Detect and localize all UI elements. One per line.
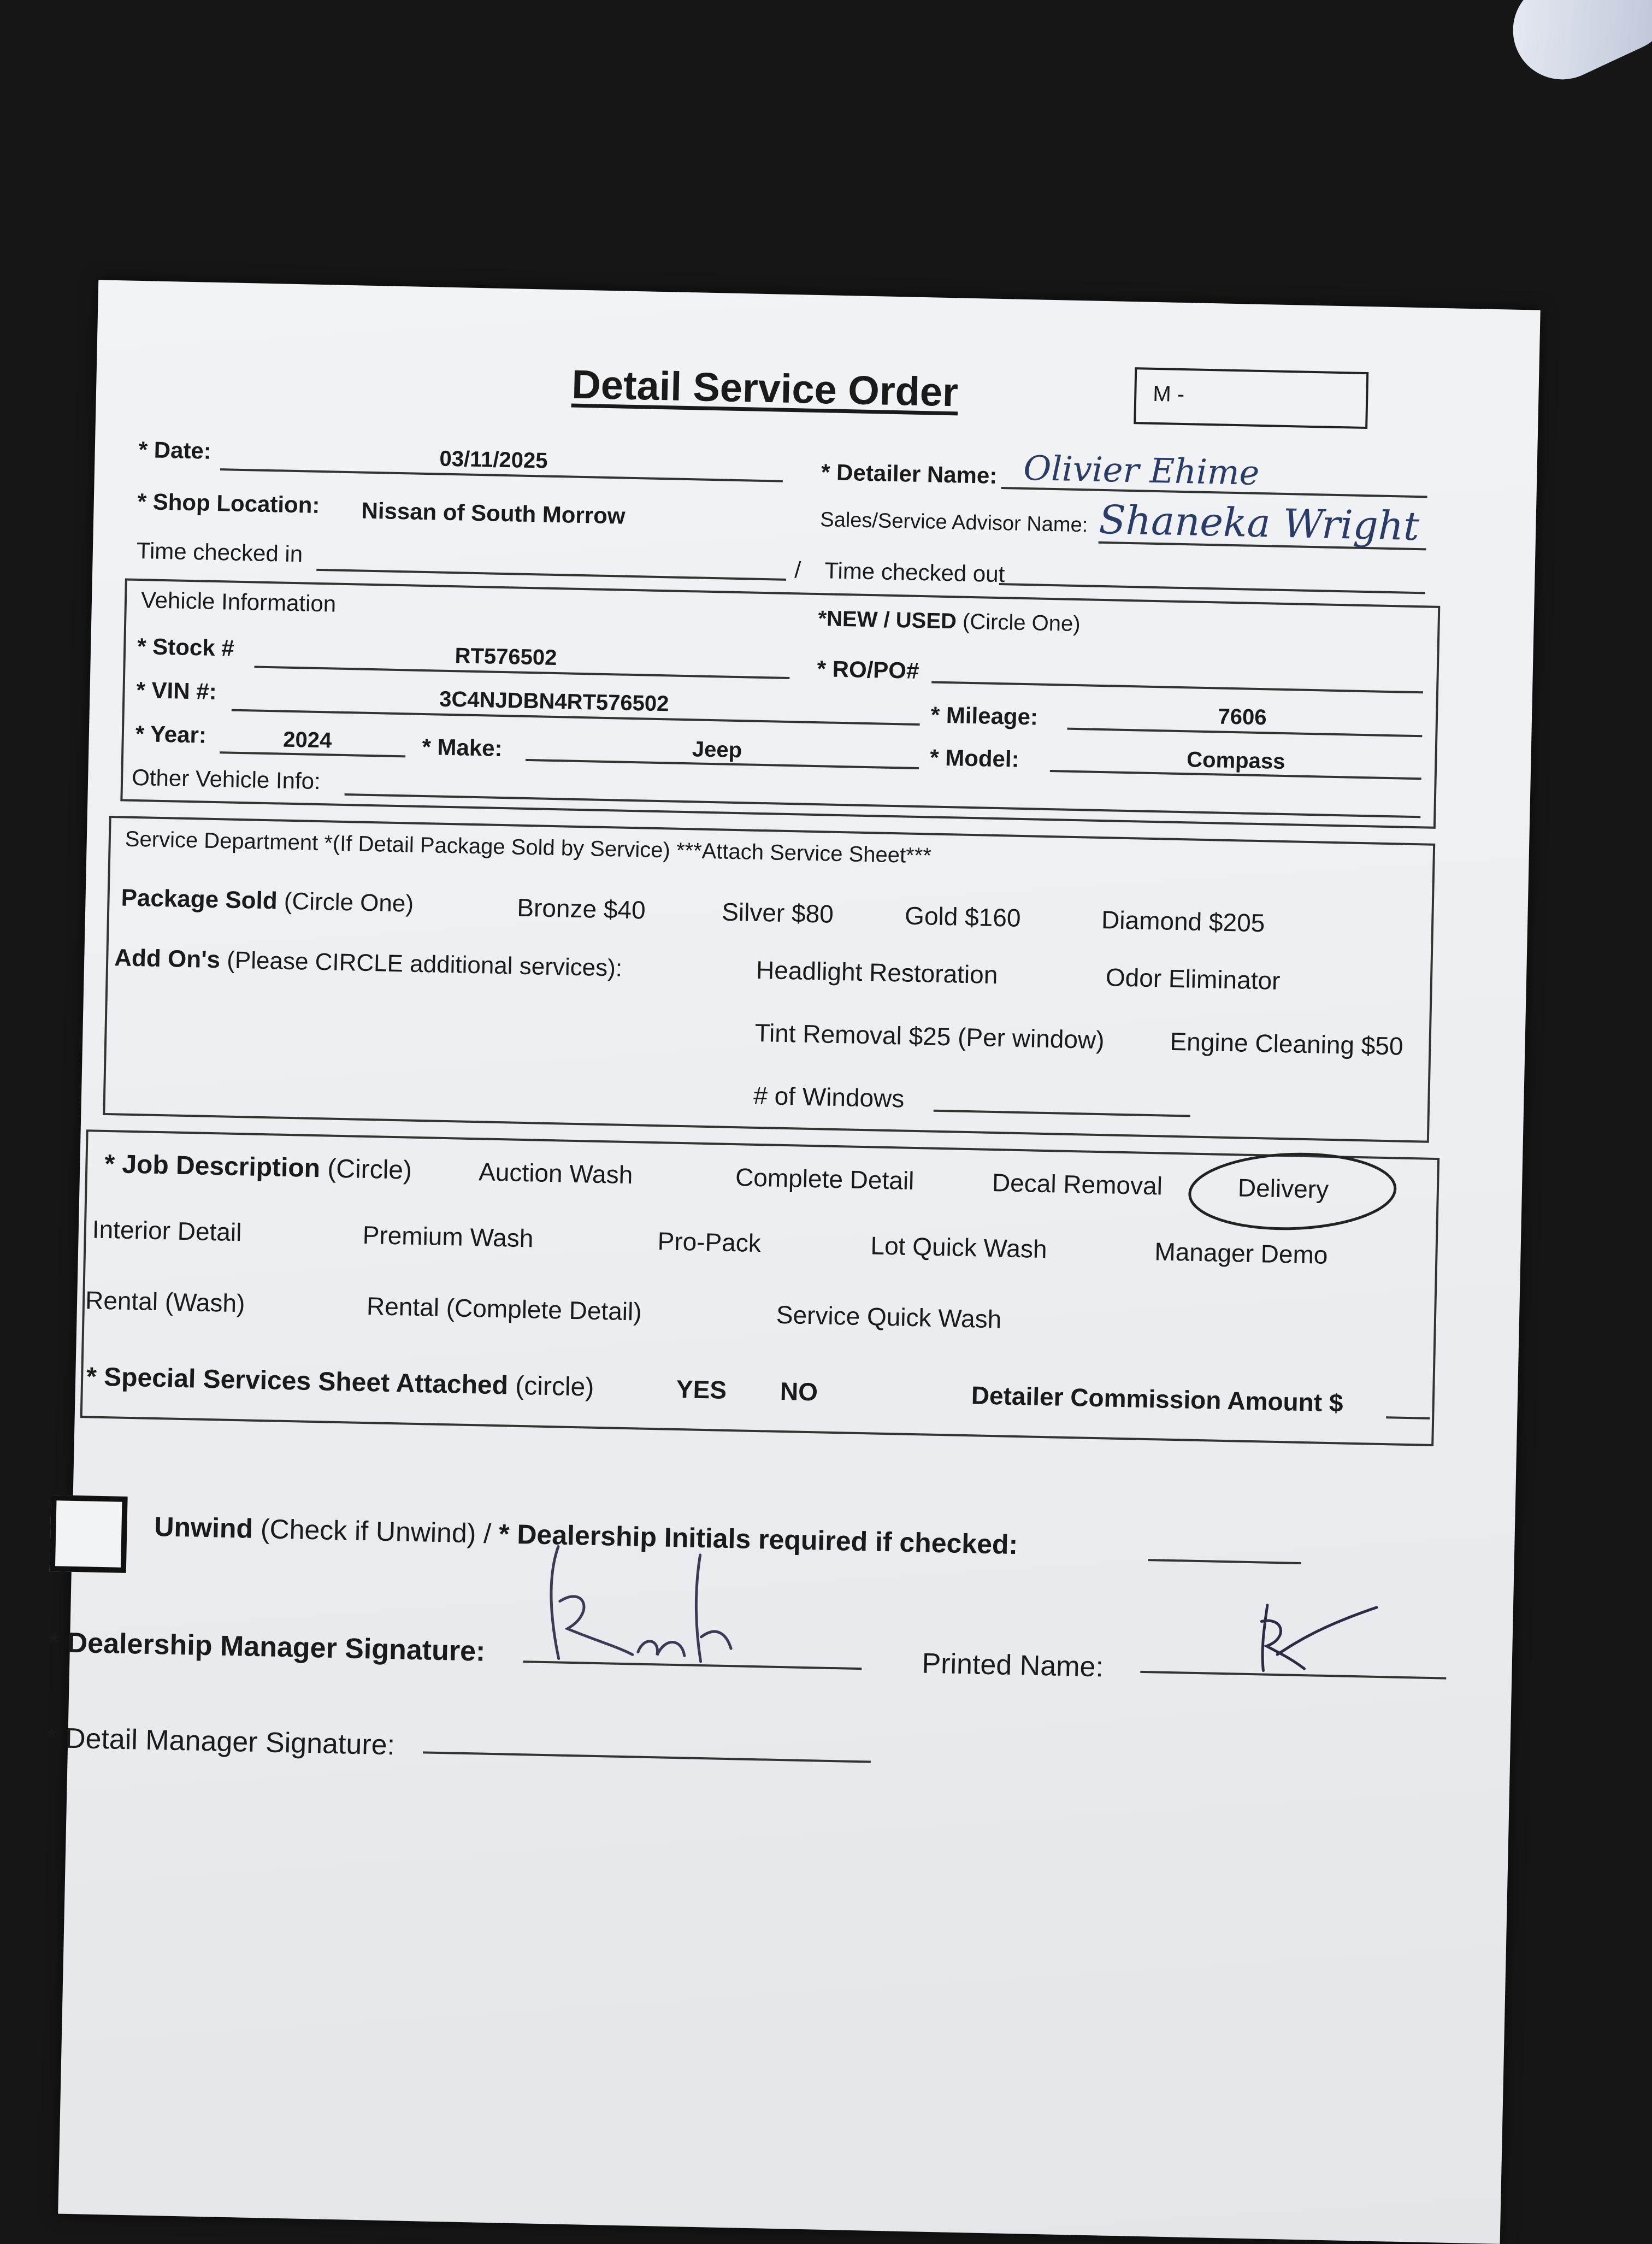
- new-used-note: (Circle One): [962, 609, 1081, 637]
- other-info-label: Other Vehicle Info:: [131, 764, 321, 794]
- delivery-circle-mark: [1182, 1144, 1402, 1236]
- mileage-value: 7606: [1218, 704, 1267, 730]
- pen-cap: [1497, 0, 1652, 96]
- advisor-handwriting: Shaneka Wright: [1098, 496, 1420, 550]
- windows-label: # of Windows: [753, 1081, 905, 1113]
- detail-manager-signature-line[interactable]: [423, 1751, 871, 1763]
- stock-label: * Stock #: [137, 633, 235, 661]
- job-service-quick-wash[interactable]: Service Quick Wash: [776, 1300, 1002, 1334]
- printed-name-label: Printed Name:: [921, 1647, 1104, 1683]
- service-dept-header: Service Department *(If Detail Package Sold by Service) ***Attach Service Sheet***: [125, 827, 932, 868]
- unwind-note: (Check if Unwind) /: [260, 1513, 492, 1549]
- package-diamond[interactable]: Diamond $205: [1101, 905, 1265, 938]
- time-out-label: Time checked out: [824, 557, 1005, 587]
- job-description-text: * Job Description: [104, 1149, 321, 1183]
- detailer-label: * Detailer Name:: [821, 459, 998, 488]
- detail-service-order-form: [45, 280, 1541, 2244]
- order-number-box[interactable]: [1134, 367, 1368, 429]
- special-no[interactable]: NO: [780, 1376, 818, 1406]
- vin-value: 3C4NJDBN4RT576502: [439, 687, 669, 716]
- initials-label: * Dealership Initials required if checked:: [498, 1518, 1018, 1560]
- advisor-label: Sales/Service Advisor Name:: [819, 508, 1088, 537]
- time-in-label: Time checked in: [136, 537, 303, 567]
- vehicle-info-heading: Vehicle Information: [140, 587, 337, 617]
- package-silver[interactable]: Silver $80: [721, 897, 834, 928]
- date-label: * Date:: [138, 436, 212, 464]
- time-in-line[interactable]: [316, 569, 786, 581]
- unwind-text: Unwind: [154, 1511, 253, 1544]
- vin-label: * VIN #:: [136, 676, 217, 705]
- order-number-label: M -: [1152, 381, 1185, 407]
- dealer-manager-signature-label: * Dealership Manager Signature:: [48, 1626, 486, 1668]
- addon-headlight-restoration[interactable]: Headlight Restoration: [756, 955, 998, 990]
- addon-tint-removal[interactable]: Tint Removal $25 (Per window): [754, 1018, 1105, 1055]
- job-description-note: (Circle): [327, 1154, 412, 1185]
- job-complete-detail[interactable]: Complete Detail: [735, 1163, 914, 1195]
- job-lot-quick-wash[interactable]: Lot Quick Wash: [870, 1231, 1048, 1264]
- job-pro-pack[interactable]: Pro-Pack: [657, 1227, 762, 1258]
- addons-text: Add On's: [114, 944, 221, 974]
- job-description-label: [104, 1149, 412, 1186]
- detail-manager-signature-label: * Detail Manager Signature:: [45, 1722, 396, 1762]
- package-sold-text: Package Sold: [121, 884, 278, 915]
- job-delivery[interactable]: Delivery: [1237, 1173, 1329, 1204]
- new-used-text: *NEW / USED: [818, 606, 957, 634]
- commission-label: Detailer Commission Amount $: [971, 1381, 1344, 1417]
- printed-name-mark: [1244, 1594, 1388, 1678]
- special-services-text: * Special Services Sheet Attached: [86, 1362, 509, 1400]
- package-bronze[interactable]: Bronze $40: [516, 893, 646, 924]
- addons-note: (Please CIRCLE additional services):: [226, 946, 623, 982]
- form-title: Detail Service Order: [571, 361, 959, 415]
- detailer-handwriting: Olivier Ehime: [1023, 447, 1260, 493]
- time-separator: /: [794, 557, 801, 583]
- unwind-checkbox[interactable]: [50, 1495, 128, 1573]
- initials-line[interactable]: [1148, 1559, 1301, 1564]
- job-rental-wash[interactable]: Rental (Wash): [85, 1286, 245, 1318]
- job-premium-wash[interactable]: Premium Wash: [362, 1220, 534, 1253]
- job-rental-complete-detail[interactable]: Rental (Complete Detail): [366, 1292, 642, 1326]
- shop-location-value: Nissan of South Morrow: [361, 497, 626, 529]
- job-interior-detail[interactable]: Interior Detail: [92, 1215, 242, 1247]
- year-value: 2024: [282, 727, 332, 753]
- model-value: Compass: [1186, 747, 1285, 774]
- make-label: * Make:: [422, 733, 503, 762]
- shop-location-label: * Shop Location:: [137, 488, 320, 518]
- job-manager-demo[interactable]: Manager Demo: [1154, 1237, 1329, 1269]
- date-value: 03/11/2025: [439, 446, 548, 473]
- ro-po-label: * RO/PO#: [817, 656, 919, 684]
- addon-odor-eliminator[interactable]: Odor Eliminator: [1105, 963, 1281, 995]
- dealer-manager-signature-mark: [534, 1535, 766, 1677]
- addon-engine-cleaning[interactable]: Engine Cleaning $50: [1169, 1027, 1404, 1061]
- job-auction-wash[interactable]: Auction Wash: [478, 1157, 633, 1189]
- job-decal-removal[interactable]: Decal Removal: [992, 1168, 1163, 1200]
- stock-value: RT576502: [455, 644, 557, 670]
- package-gold[interactable]: Gold $160: [904, 901, 1022, 932]
- special-yes[interactable]: YES: [676, 1374, 727, 1404]
- special-services-note: (circle): [515, 1371, 594, 1402]
- mileage-label: * Mileage:: [930, 702, 1039, 730]
- make-value: Jeep: [692, 737, 742, 763]
- year-label: * Year:: [135, 720, 207, 748]
- model-label: * Model:: [929, 744, 1020, 772]
- time-out-line[interactable]: [999, 583, 1425, 594]
- package-sold-note: (Circle One): [284, 887, 414, 917]
